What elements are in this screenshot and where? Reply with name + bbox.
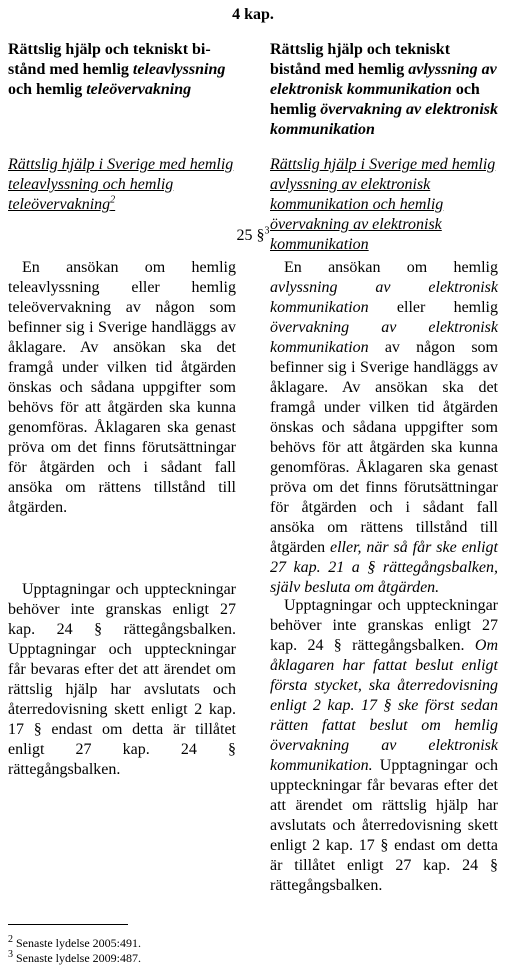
footnote-ref-3: 3	[264, 225, 270, 237]
left-paragraph-1: En ansökan om hemlig teleavlyssning eller hemlig teleövervakning av någon som befinner sig i Sverige handläggs av åklagare. Av ansökan ska det framgå under vilken tid åtgärden önskas och sådana uppgifter som behövs för att åtgärden ska kunna genomföras. Åklagaren ska genast pröva om det finns förutsättningar för åtgärden och i sådant fall ansöka om rättens tillstånd till åtgärden.	[8, 259, 236, 516]
right-subheading: Rättslig hjälp i Sverige med hemlig avlyssning av elektronisk kommunikation och hemlig övervakning av elektronisk kommunikation	[270, 156, 496, 253]
right-heading: Rättslig hjälp och tekniskt bistånd med hemlig avlyssning av elektronisk kommunikation och hemlig övervakning av elektronisk kommunikation	[270, 41, 498, 138]
left-subheading-block	[8, 155, 236, 215]
left-para2-block	[8, 580, 236, 780]
left-column	[8, 40, 236, 100]
footnote: $^3$ Senaste lydelse 2009:487.	[8, 949, 141, 965]
right-para2-block	[270, 596, 498, 896]
left-subheading: Rättslig hjälp i Sverige med hemlig teleavlyssning och hemlig teleövervakning$^2$	[8, 156, 234, 213]
right-column	[270, 40, 498, 140]
section-number: 25 §$^3$	[236, 225, 270, 244]
footnotes	[8, 936, 141, 966]
chapter-title: 4 kap.	[232, 6, 274, 23]
footnote: $^2$ Senaste lydelse 2005:491.	[8, 934, 141, 950]
left-para1-block	[8, 258, 236, 518]
left-paragraph-2: Upptagningar och uppteckningar behöver inte granskas enligt 27 kap. 24 § rättegångsbalken. Upptagningar och uppteckningar får bevaras efter det att ärendet om rättslig hjälp har avslutats och återredovisning skett enligt 2 kap. 17 § endast om detta är tillåtet enligt 27 kap. 24 § rättegångsbalken.	[8, 581, 236, 778]
footnote-ref-2: 2	[110, 194, 116, 206]
right-para1-block	[270, 258, 498, 598]
footnote-divider	[8, 924, 128, 925]
left-heading: Rättslig hjälp och tekniskt bi- stånd med hemlig teleavlyssning och hemlig teleövervakning	[8, 41, 226, 98]
right-paragraph-2: Upptagningar och uppteckningar behöver inte granskas enligt 27 kap. 24 § rättegångsbalken. Om åklagaren har fattat beslut enligt första stycket, ska återredovisning enligt 2 kap. 17 § ske först sedan rätten fattat beslut om hemlig övervakning av elektronisk kommunikation. Upptagningar och uppteckningar får bevaras efter det att ärendet om rättslig hjälp har avslutats och återredovisning skett enligt 2 kap. 17 § endast om detta är tillåtet enligt 27 kap. 24 § rättegångsbalken.	[270, 597, 498, 894]
right-subheading-block	[270, 155, 498, 255]
right-paragraph-1: En ansökan om hemlig avlyssning av elektronisk kommunikation eller hemlig övervakning av elektronisk kommunikation av någon som befinner sig i Sverige handläggs av åklagare. Av ansökan ska det framgå under vilken tid åtgärden önskas och sådana uppgifter som behövs för att åtgärden ska kunna genomföras. Åklagaren ska genast pröva om det finns förutsättningar för åtgärden och i sådant fall ansöka om rättens tillstånd till åtgärden eller, när så får ske enligt 27 kap. 21 a § rättegångsbalken, själv besluta om åtgärden.	[270, 259, 499, 596]
